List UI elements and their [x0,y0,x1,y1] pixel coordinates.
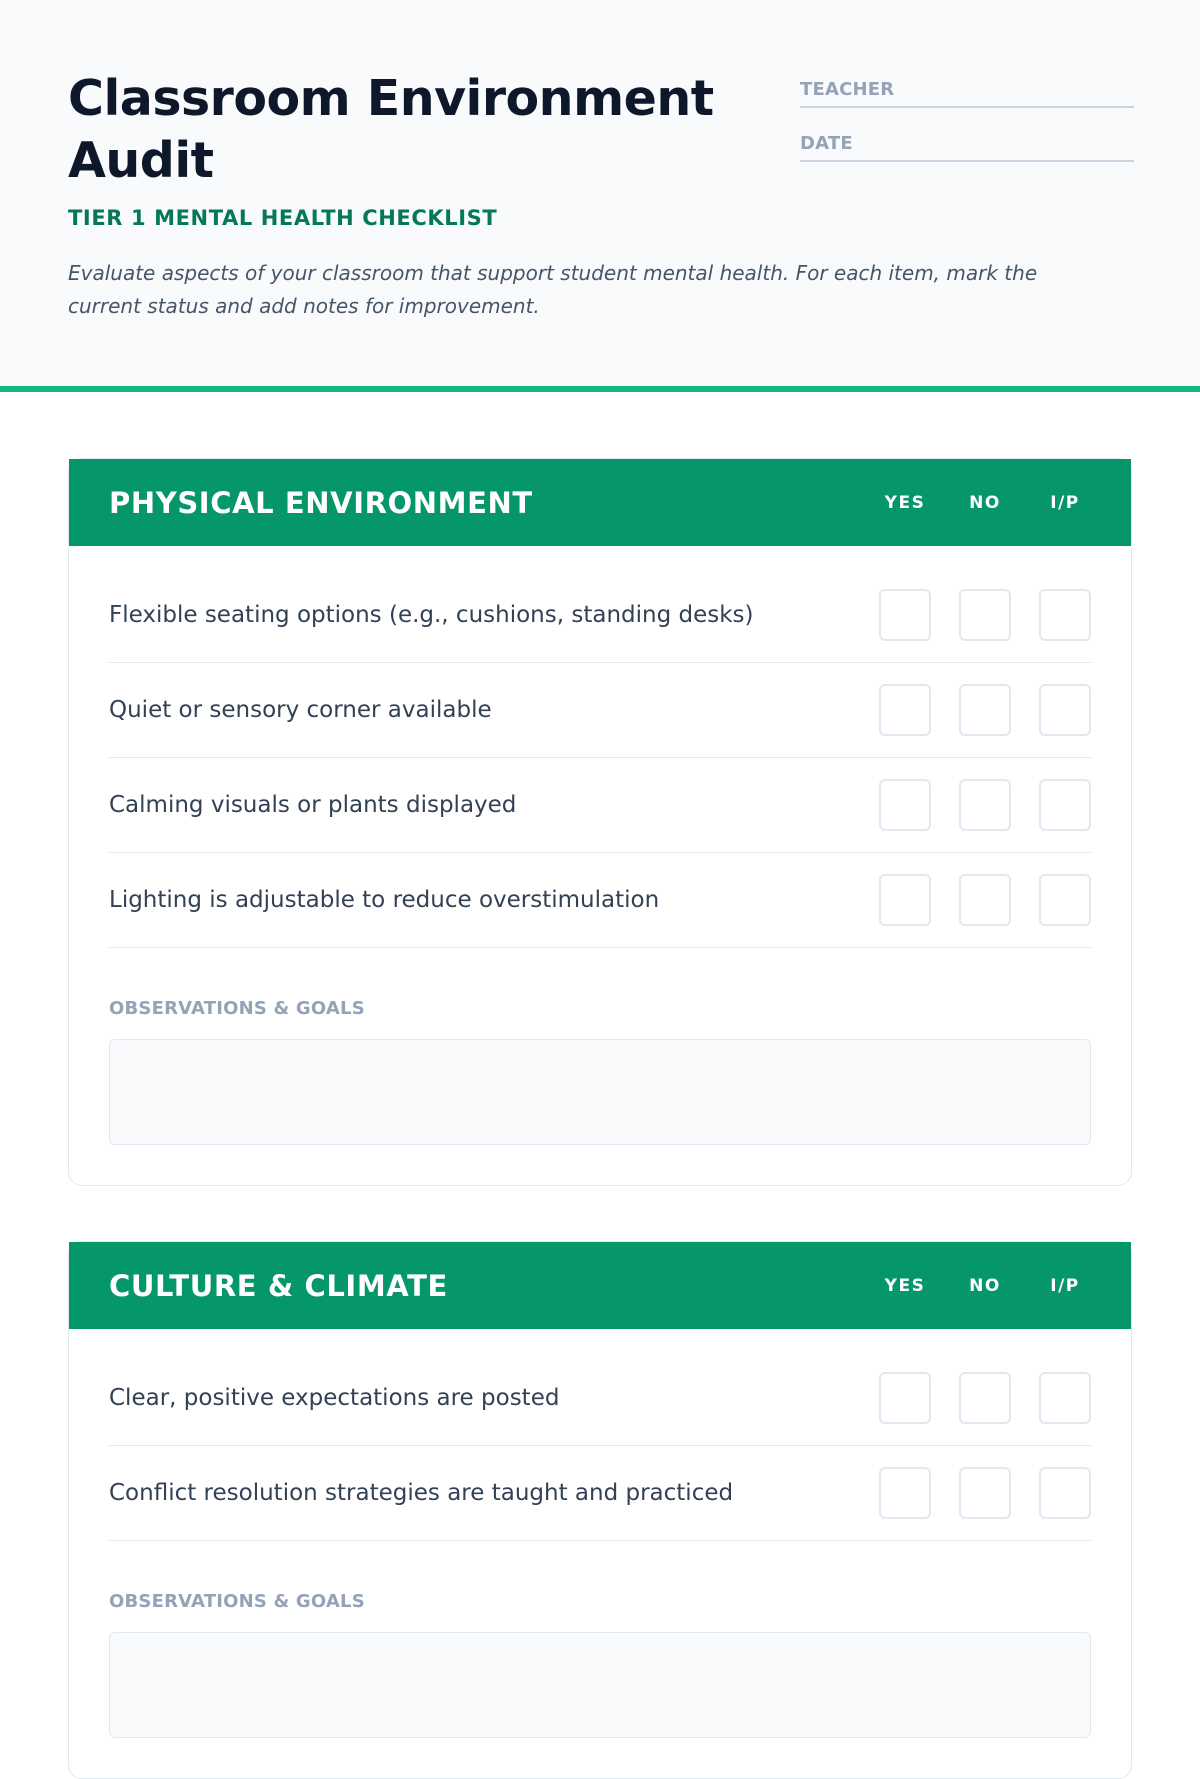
checklist-content [0,392,1200,1779]
status-boxes [879,1372,1091,1424]
status-boxes [879,589,1091,641]
teacher-field[interactable] [800,72,1134,108]
observations-label: OBSERVATIONS & GOALS [109,998,365,1019]
observations-textarea[interactable] [109,1632,1091,1738]
meta-fields [800,72,1134,180]
page-subtitle: TIER 1 MENTAL HEALTH CHECKLIST [68,206,498,230]
status-boxes [879,874,1091,926]
in-progress-checkbox[interactable] [1039,1467,1091,1519]
no-checkbox[interactable] [959,1467,1011,1519]
in-progress-checkbox[interactable] [1039,874,1091,926]
status-boxes [879,684,1091,736]
column-label-yes: YES [884,1275,926,1296]
column-label-no: NO [969,1275,1001,1296]
checklist-item [109,1351,1091,1446]
no-checkbox[interactable] [959,779,1011,831]
section-body [69,1329,1131,1778]
item-label: Flexible seating options (e.g., cushions, standing desks) [109,602,754,628]
checklist-item [109,758,1091,853]
date-field[interactable] [800,126,1134,162]
page-title: Classroom Environment Audit [68,70,714,189]
document-header [0,0,1200,392]
yes-checkbox[interactable] [879,779,931,831]
section-header [69,1242,1131,1329]
teacher-label: TEACHER [800,78,895,100]
intro-text: Evaluate aspects of your classroom that support student mental health. For each item, mark the current status and add notes for improvement. [68,261,1038,318]
yes-checkbox[interactable] [879,589,931,641]
column-label-in-progress: I/P [1050,1275,1080,1296]
observations-textarea[interactable] [109,1039,1091,1145]
section-physical-environment [68,458,1132,1186]
item-label: Lighting is adjustable to reduce overstimulation [109,887,660,913]
status-boxes [879,1467,1091,1519]
item-label: Conflict resolution strategies are taught and practiced [109,1480,734,1506]
in-progress-checkbox[interactable] [1039,589,1091,641]
no-checkbox[interactable] [959,874,1011,926]
checklist-item [109,663,1091,758]
column-labels [879,1242,1091,1329]
item-label: Clear, positive expectations are posted [109,1385,560,1411]
in-progress-checkbox[interactable] [1039,684,1091,736]
section-culture-climate [68,1241,1132,1779]
section-body [69,546,1131,1185]
column-label-no: NO [969,492,1001,513]
yes-checkbox[interactable] [879,874,931,926]
column-label-in-progress: I/P [1050,492,1080,513]
in-progress-checkbox[interactable] [1039,779,1091,831]
no-checkbox[interactable] [959,684,1011,736]
item-label: Calming visuals or plants displayed [109,792,517,818]
section-title: PHYSICAL ENVIRONMENT [109,485,533,520]
yes-checkbox[interactable] [879,1372,931,1424]
item-label: Quiet or sensory corner available [109,697,492,723]
checklist-item [109,853,1091,948]
in-progress-checkbox[interactable] [1039,1372,1091,1424]
date-label: DATE [800,132,853,154]
status-boxes [879,779,1091,831]
no-checkbox[interactable] [959,589,1011,641]
no-checkbox[interactable] [959,1372,1011,1424]
section-title: CULTURE & CLIMATE [109,1268,448,1303]
yes-checkbox[interactable] [879,1467,931,1519]
column-labels [879,459,1091,546]
yes-checkbox[interactable] [879,684,931,736]
column-label-yes: YES [884,492,926,513]
checklist-item [109,568,1091,663]
section-header [69,459,1131,546]
checklist-item [109,1446,1091,1541]
observations-label: OBSERVATIONS & GOALS [109,1591,365,1612]
